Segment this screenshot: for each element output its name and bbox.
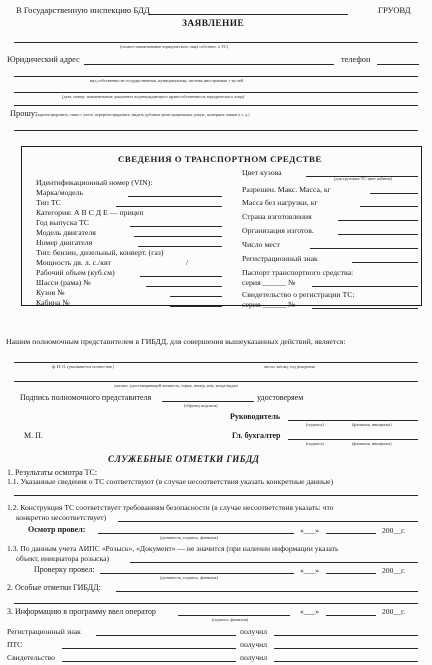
vehicle-right-column xyxy=(242,167,422,307)
inspection-month-field[interactable] xyxy=(326,533,376,534)
construction-line: 1.2. Конструкция ТС соответствует требованиям безопасности (в случае несоответствия указать: что xyxy=(7,503,334,512)
form-title: ЗАЯВЛЕНИЕ xyxy=(182,19,245,29)
vehicle-left-label: Номер двигателя xyxy=(36,238,93,247)
operator-month-field[interactable] xyxy=(326,615,376,616)
vehicle-left-label: Тип: бензин, дизельный, конверт. (газ) xyxy=(36,248,164,257)
representative-line: Нашим полномочным представителем в ГИБДД, для совершения вышеуказанных действий, является: xyxy=(6,337,346,346)
search-db-line-2: объект, инициатора розыска) xyxy=(16,554,110,563)
vehicle-left-label: Кабина № xyxy=(36,298,70,307)
receipt-item-label: Свидетельство xyxy=(7,653,55,662)
vehicle-right-label: Свидетельство о регистрации ТС: xyxy=(242,290,355,299)
received-label: получил xyxy=(240,640,268,649)
legal-address-label: Юридический адрес xyxy=(7,55,80,64)
search-db-line: 1.3. По данным учета АИПС «Розыск», «Документ» — не значится (при наличии информации указать xyxy=(7,544,339,553)
vehicle-right-label: Число мест xyxy=(242,240,280,249)
accountant-signature-field[interactable] xyxy=(288,439,418,440)
director-signature-hint: (подпись) xyxy=(306,422,324,427)
inspection-hint: (должность, подпись, фамилия) xyxy=(160,535,218,540)
color-hint: (для грузовых ТС-цвет кабины) xyxy=(334,176,392,181)
stamp-placeholder: М. П. xyxy=(24,431,43,440)
receipt-item-field[interactable] xyxy=(62,648,236,649)
vehicle-left-label: Шасси (рама) № xyxy=(36,278,91,287)
inspection-results-label: 1. Результаты осмотра ТС: xyxy=(7,468,98,477)
vehicle-right-label: Страна изготовления xyxy=(242,212,312,221)
vehicle-left-field[interactable] xyxy=(128,196,222,197)
vehicle-left-field[interactable] xyxy=(138,246,222,247)
request-label: Прошу: xyxy=(10,109,38,118)
check-month-field[interactable] xyxy=(326,573,376,574)
director-label: Руководитель xyxy=(230,412,281,421)
vehicle-left-field[interactable] xyxy=(170,306,222,307)
vehicle-left-label: Модель двигателя xyxy=(36,228,96,237)
vehicle-right-label: Паспорт транспортного средства: xyxy=(242,268,354,277)
vehicle-left-label: Рабочий объем (куб.см) xyxy=(36,268,115,277)
request-hint: (зарегистрировать, снять с учета, перерегистрировать, выдать дубликат регистрационных докум., номерных знаков и т. д.) xyxy=(36,112,250,117)
receipt-item-label: Регистрационный знак xyxy=(7,627,81,636)
vehicle-left-label: Марка/модель xyxy=(36,188,84,197)
data-match-field[interactable] xyxy=(14,495,418,496)
check-year: 200__г. xyxy=(382,566,406,575)
vehicle-right-label: Разрешен. Макс. Масса, кг xyxy=(242,185,331,194)
legal-address-field[interactable] xyxy=(84,64,334,65)
received-signature-field[interactable] xyxy=(274,635,418,636)
operator-hint: (подпись, фамилия) xyxy=(212,617,249,622)
phone-label: телефон xyxy=(341,55,371,64)
construction-line-2: конкретно несоответствует) xyxy=(16,513,107,522)
construction-field[interactable] xyxy=(118,521,418,522)
check-hint: (должность, подпись, фамилия) xyxy=(160,575,218,580)
vehicle-info-box xyxy=(21,146,422,309)
request-underline xyxy=(14,130,418,131)
extra-underline xyxy=(14,105,418,106)
received-signature-field[interactable] xyxy=(274,661,418,662)
id-document-hint: указать: удостоверяющий личность, серия, номер, кем, когда выдан xyxy=(114,383,238,388)
vehicle-right-label: Организация изготов. xyxy=(242,226,314,235)
received-signature-field[interactable] xyxy=(274,648,418,649)
director-name-hint: (фамилия, инициалы) xyxy=(352,422,392,427)
special-marks-field[interactable] xyxy=(116,591,418,592)
special-marks-label: 2. Особые отметки ГИБДД: xyxy=(7,583,101,592)
vehicle-right-field[interactable] xyxy=(312,308,418,309)
vehicle-left-field[interactable] xyxy=(146,286,222,287)
receipt-item-label: ПТС xyxy=(7,640,23,649)
representative-signature-field[interactable] xyxy=(162,401,254,402)
vehicle-left-label: Мощность дв. л. с./квт xyxy=(36,258,111,267)
vehicle-left-field[interactable] xyxy=(140,276,222,277)
check-signature-field[interactable] xyxy=(100,573,294,574)
addressee-underline xyxy=(148,14,348,15)
service-marks-title: СЛУЖЕБНЫЕ ОТМЕТКИ ГИБДД xyxy=(108,454,260,464)
vehicle-left-column xyxy=(36,171,236,307)
director-signature-field[interactable] xyxy=(288,420,418,421)
vehicle-left-label: Категория: А В С Д Е — прицеп xyxy=(36,208,144,217)
addressee-line: В Государственную инспекцию БДД xyxy=(16,5,150,15)
representative-signature-label: Подпись полномочного представителя xyxy=(20,393,152,402)
power-slash: / xyxy=(186,258,189,267)
vehicle-right-field[interactable] xyxy=(370,193,418,194)
receipt-item-field[interactable] xyxy=(62,661,236,662)
vehicle-left-label: Год выпуска ТС xyxy=(36,218,89,227)
vehicle-left-field[interactable] xyxy=(116,206,222,207)
registration-document-underline xyxy=(14,92,418,93)
vehicle-left-field[interactable] xyxy=(134,236,222,237)
representative-name-field[interactable] xyxy=(14,362,418,363)
vehicle-left-field[interactable] xyxy=(130,226,222,227)
inspection-year: 200__г. xyxy=(382,526,406,535)
vehicle-right-field[interactable] xyxy=(360,206,418,207)
accountant-signature-hint: (подпись) xyxy=(306,441,324,446)
data-match-line: 1.1. Указанные сведения о ТС соответствуют (в случае несоответствия указать конкретные данные) xyxy=(7,477,334,486)
vehicle-left-field[interactable] xyxy=(170,296,222,297)
vehicle-right-label: Цвет кузова xyxy=(242,168,282,177)
vehicle-right-field[interactable] xyxy=(338,234,418,235)
search-db-field[interactable] xyxy=(130,562,418,563)
operator-year: 200__г. xyxy=(382,607,406,616)
vehicle-left-label: Тип ТС xyxy=(36,198,61,207)
vehicle-left-label: Идентификационный номер (VIN): xyxy=(36,178,153,187)
vehicle-right-label: серия ______ № xyxy=(242,300,296,309)
signature-sample-hint: (образец подписи) xyxy=(184,403,218,408)
vehicle-info-title: СВЕДЕНИЯ О ТРАНСПОРТНОМ СРЕДСТВЕ xyxy=(118,154,322,164)
owner-name-underline xyxy=(14,42,418,43)
accountant-name-hint: (фамилия, инициалы) xyxy=(352,441,392,446)
inspection-label: Осмотр провел: xyxy=(28,525,86,534)
ownership-hint: вид собственности государственная, муниципальная, частная иностранная + тр.чей xyxy=(90,78,243,83)
receipt-item-field[interactable] xyxy=(96,635,236,636)
phone-field[interactable] xyxy=(377,64,419,65)
ownership-underline xyxy=(14,76,418,77)
vehicle-right-field[interactable] xyxy=(310,248,418,249)
inspection-day-bracket: «___» xyxy=(300,526,319,535)
received-label: получил xyxy=(240,627,268,636)
registration-document-hint: (дата, номер, наименование документа подтверждающего правособственность юридического лица) xyxy=(62,94,245,99)
department-label: ГРУОВД xyxy=(378,5,411,15)
representative-id-field[interactable] xyxy=(14,381,418,382)
check-day-bracket: «___» xyxy=(300,566,319,575)
vehicle-right-field[interactable] xyxy=(352,262,418,263)
check-label: Проверку провел: xyxy=(34,565,95,574)
inspection-signature-field[interactable] xyxy=(98,533,294,534)
operator-label: 3. Информацию в программу ввел оператор xyxy=(7,607,156,616)
operator-day-bracket: «___» xyxy=(300,607,319,616)
vehicle-right-field[interactable] xyxy=(312,286,418,287)
certified-label: удостоверяем xyxy=(257,393,304,402)
owner-name-hint: (полное наименование юридического лица собствен. ч ТС) xyxy=(120,44,228,49)
vehicle-right-label: Масса без нагрузки, кг xyxy=(242,198,318,207)
vehicle-right-field[interactable] xyxy=(338,220,418,221)
vehicle-right-label: Регистрационный знак xyxy=(242,254,318,263)
accountant-label: Гл. бухгалтер xyxy=(232,431,281,440)
vehicle-right-label: серия ______ № xyxy=(242,278,296,287)
birth-hint: число, месяц, год рождения xyxy=(264,364,315,369)
operator-signature-field[interactable] xyxy=(178,615,290,616)
received-label: получил xyxy=(240,653,268,662)
fio-hint: ф. И. О. (указывается полностью) xyxy=(52,364,114,369)
special-marks-field-2[interactable] xyxy=(14,603,418,604)
vehicle-left-label: Кузов № xyxy=(36,288,65,297)
